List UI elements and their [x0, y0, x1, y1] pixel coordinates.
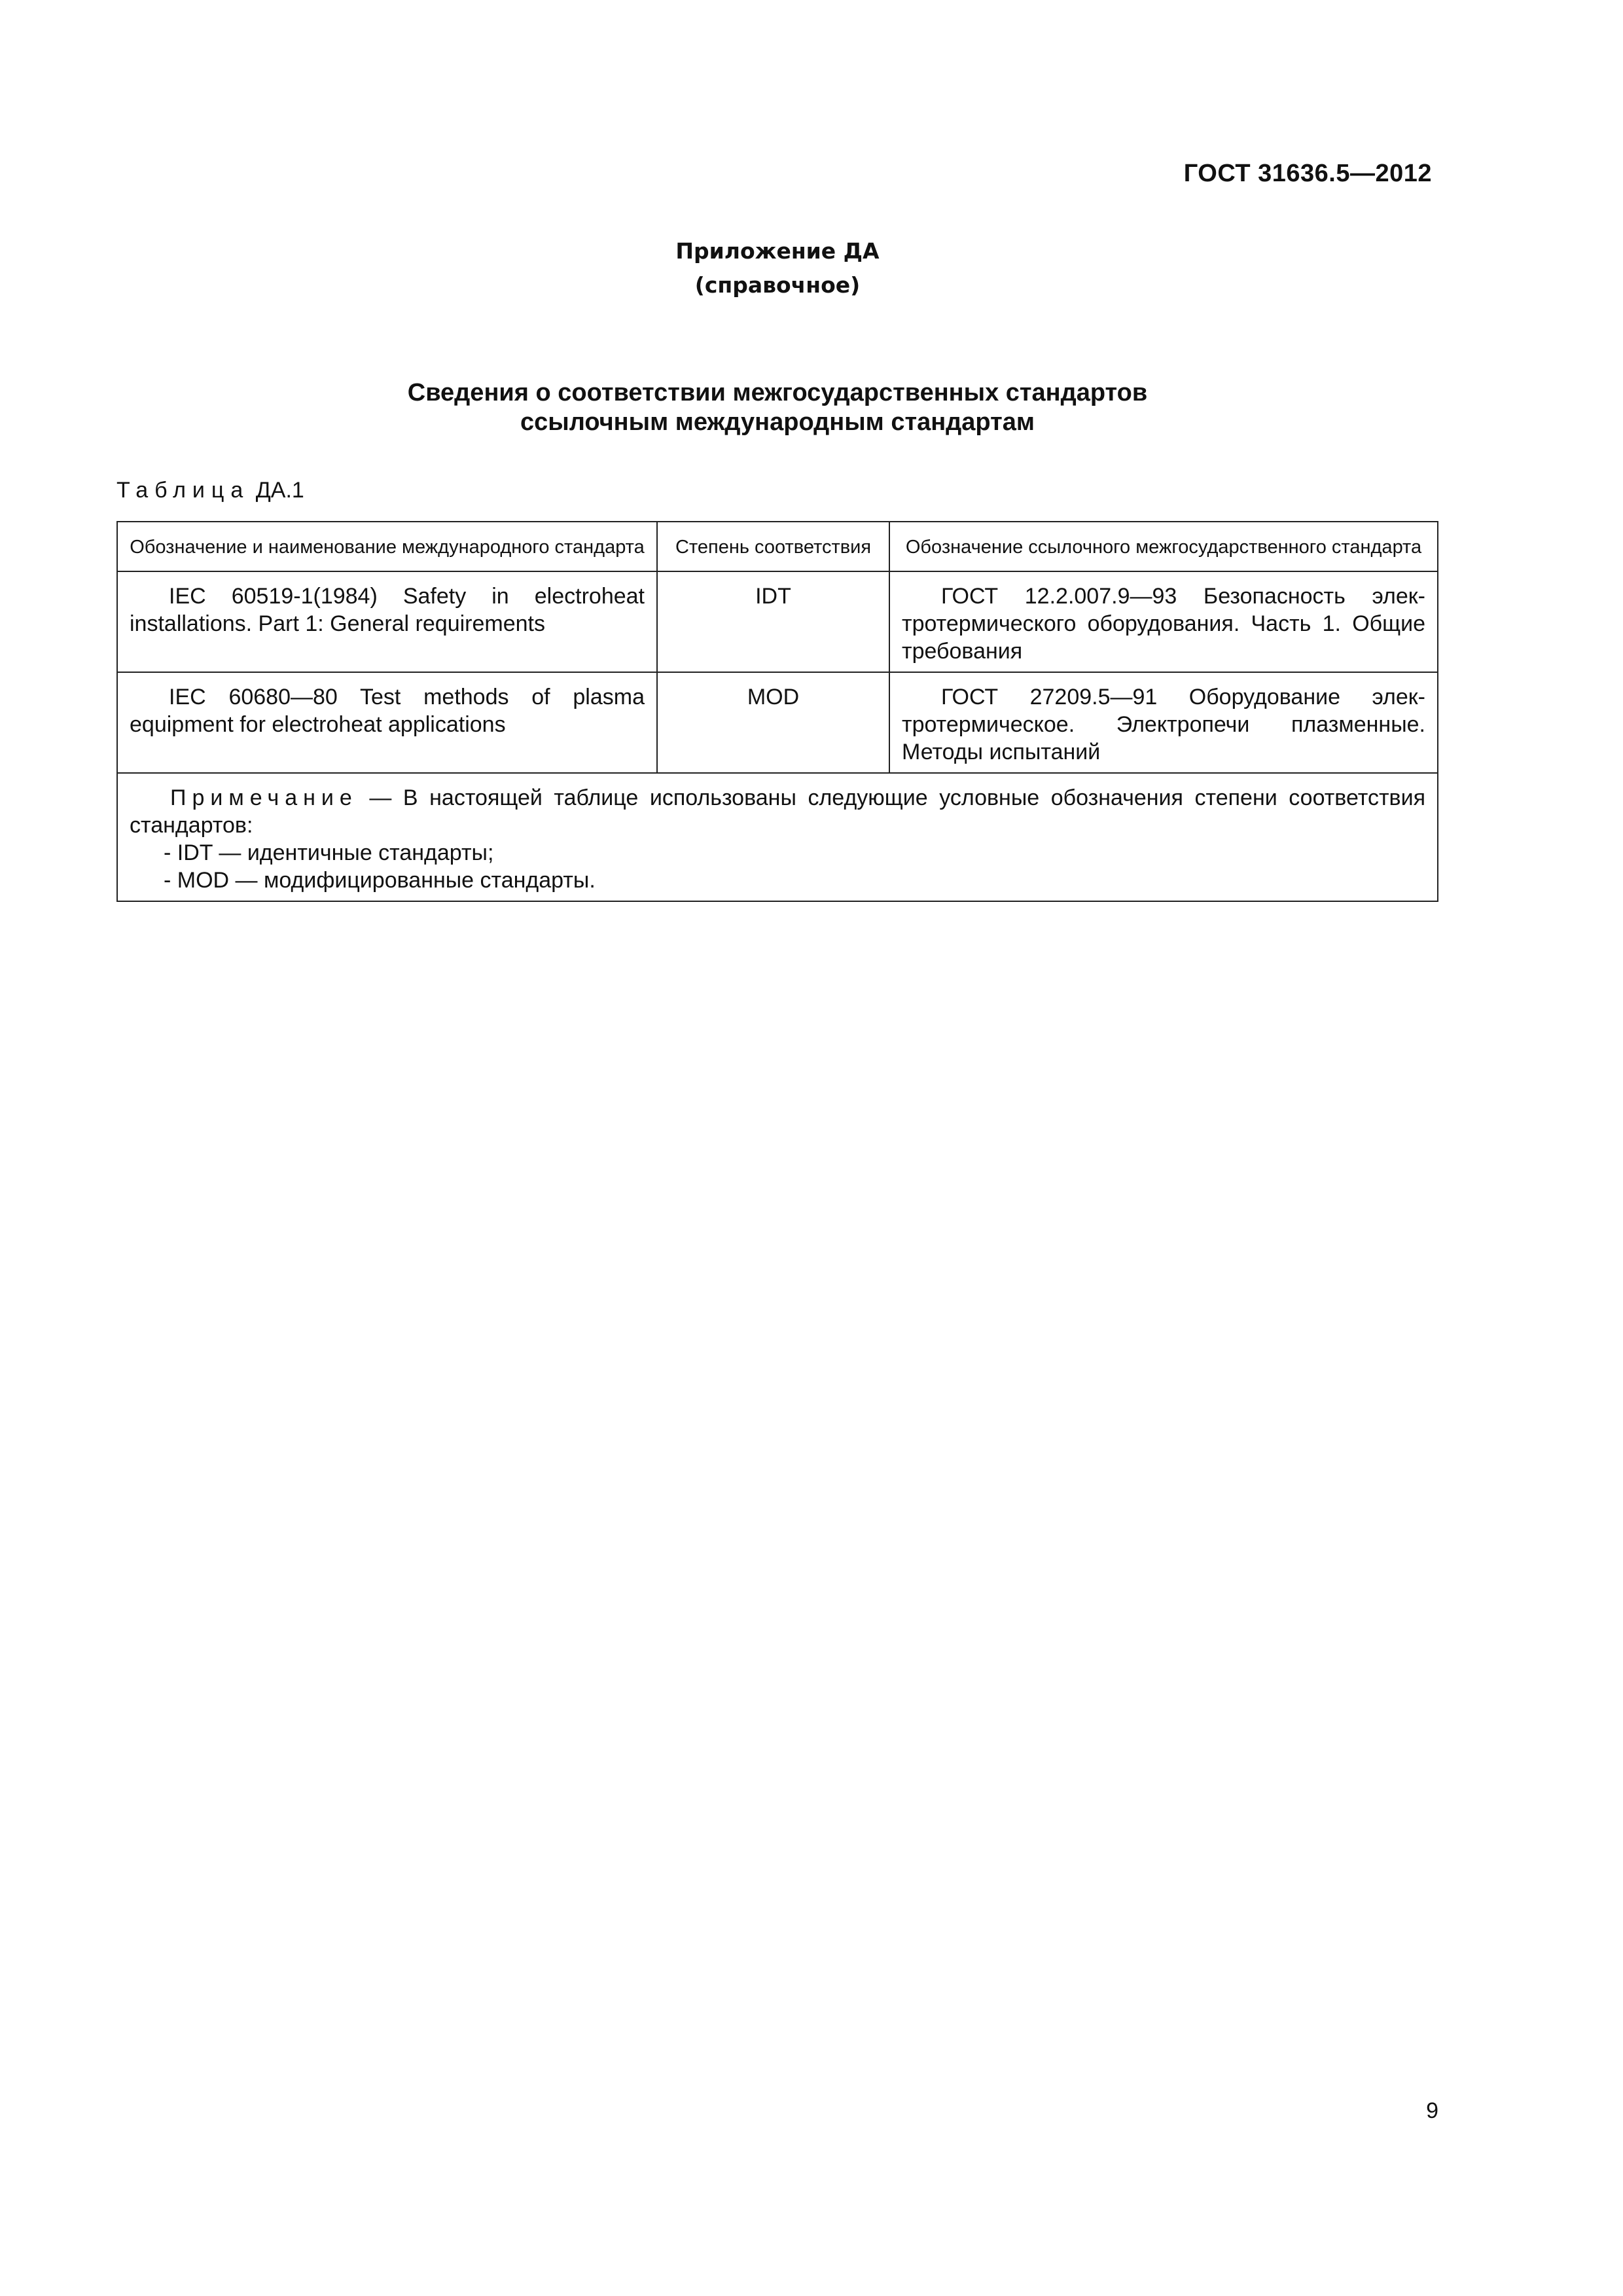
- note-item-idt: - IDT — идентичные стандарты;: [164, 840, 494, 865]
- table-row: [117, 672, 1438, 773]
- column-header-international: Обозначение и наименование международного стандарта: [117, 522, 657, 571]
- correspondence-table: [116, 521, 1438, 902]
- document-title: [0, 378, 1555, 437]
- table-note-row: [117, 773, 1438, 901]
- cell-degree: MOD: [657, 672, 889, 773]
- document-title-line-2: ссылочным международным стандартам: [520, 408, 1035, 436]
- note-paragraph: [130, 784, 1425, 839]
- column-header-degree: Степень соответствия: [657, 522, 889, 571]
- table-note: [117, 773, 1438, 901]
- cell-degree: IDT: [657, 571, 889, 672]
- table-header-row: [117, 522, 1438, 571]
- cell-interstate-standard: ГОСТ 12.2.007.9—93 Безопасность электротермического оборудования. Часть 1. Общие требования: [889, 571, 1438, 672]
- appendix-title: Приложение ДА: [675, 238, 880, 264]
- appendix-subtitle: (справочное): [694, 272, 861, 298]
- table-caption-number: ДА.1: [255, 478, 304, 503]
- table-caption-label: Таблица: [116, 478, 250, 503]
- cell-international-standard: IEC 60519-1(1984) Safety in electroheat installations. Part 1: General requirements: [117, 571, 657, 672]
- table-row: [117, 571, 1438, 672]
- note-label: Примечание: [170, 785, 358, 810]
- document-title-line-1: Сведения о соответствии межгосударственных стандартов: [407, 379, 1148, 406]
- table-caption: [116, 478, 304, 503]
- appendix-heading: [0, 234, 1555, 302]
- cell-interstate-standard: ГОСТ 27209.5—91 Оборудование электротермическое. Электропечи плазменные. Методы испытаний: [889, 672, 1438, 773]
- page-number: 9: [1426, 2098, 1438, 2123]
- cell-international-standard: IEC 60680—80 Test methods of plasma equipment for electroheat applications: [117, 672, 657, 773]
- gost-number: ГОСТ 31636.5—2012: [1183, 160, 1432, 187]
- note-item-mod: - MOD — модифицированные стандарты.: [164, 868, 596, 893]
- note-text: — В настоящей таблице использованы следующие условные обозначения степени соответствия стандартов:: [130, 785, 1425, 838]
- column-header-interstate: Обозначение ссылочного межгосударственного стандарта: [889, 522, 1438, 571]
